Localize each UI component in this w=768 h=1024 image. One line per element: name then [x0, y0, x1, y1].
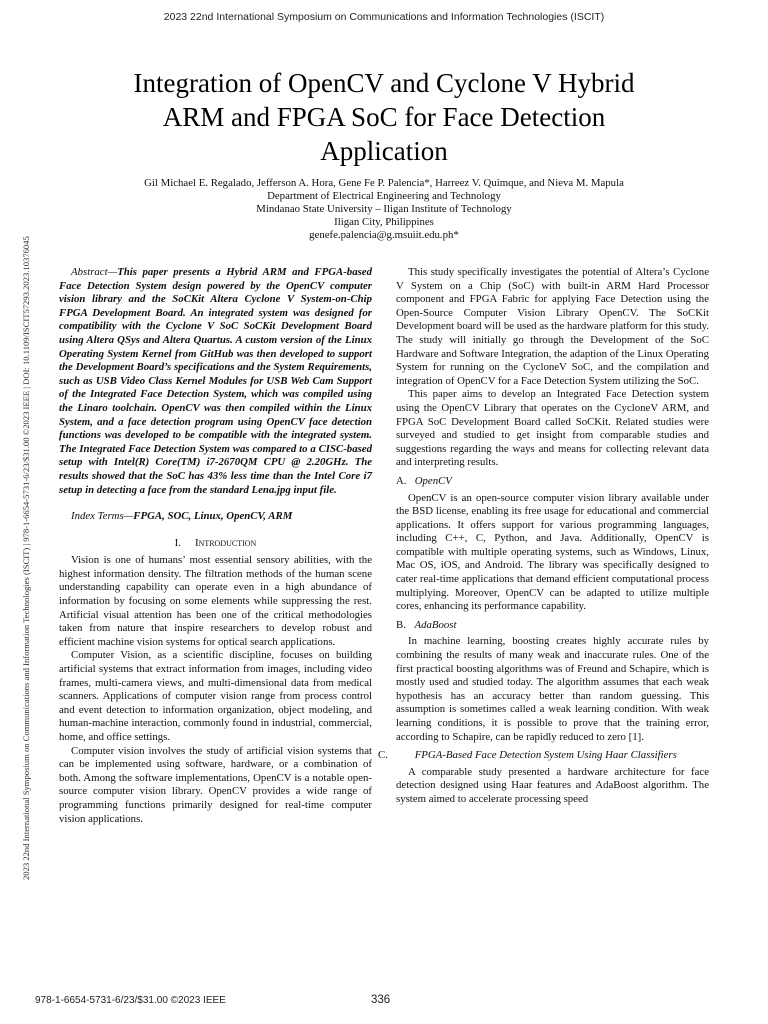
- author-names: Gil Michael E. Regalado, Jefferson A. Hora, Gene Fe P. Palencia*, Harreez V. Quimque, and Nieva M. Mapula: [144, 177, 624, 189]
- title-line-3: Application: [320, 136, 448, 166]
- subsection-heading-adaboost: [396, 619, 709, 633]
- author-block: [40, 177, 728, 242]
- subsection-letter: C.: [378, 749, 388, 762]
- subsection-title: FPGA-Based Face Detection System Using Haar Classifiers: [414, 749, 677, 762]
- author-email[interactable]: genefe.palencia@g.msuiit.edu.ph*: [309, 229, 459, 241]
- abstract-label: Abstract—: [71, 266, 118, 278]
- section-heading-introduction: [59, 537, 372, 551]
- section-title: Introduction: [194, 536, 257, 549]
- intro-paragraph-1: Vision is one of humans’ most essential sensory abilities, with the highest information density. The filtration methods of the human scene understanding capability can operate even in a high abundance of information by focusing on some elements while suppressing the rest. Artificial visual attention has been one of the critical methodologies taken from nature that inspire researchers to develop robust and efficient machine vision systems for optical search applications.: [59, 554, 372, 648]
- footer-isbn: 978-1-6654-5731-6/23/$31.00 ©2023 IEEE: [35, 995, 226, 1006]
- subsection-heading-opencv: [396, 475, 709, 489]
- abstract-text: This paper presents a Hybrid ARM and FPGA-based Face Detection System design powered by the OpenCV computer vision library and the SoCKit Altera Cyclone V System-on-Chip FPGA Development Board. An integrated system was designed for compatibility with the Cyclone V SoC SoCKit Development Board using Altera QSys and Altera Quartus. A custom version of the Linux Operating System Kernel from GitHub was then developed to support the Development Board’s specifications and the System Requirements, such as USB Video Class Kernel Modules for USB Web Cam Support of the Integrated Face Detection System, which was compiled using the Linaro toolchain. OpenCV was then compiled within the Linux System, and a face detection program using OpenCV face detection functions was developed to be compatible with the integrated system. The Integrated Face Detection System was compared to a CISC-based setup with Intel(R) Core(TM) i7-2670QM CPU @ 2.20GHz. The results showed that the SoC has 43% less time than the Intel Core i7 setup in detecting a face from the standard Lena.jpg input file.: [59, 266, 372, 496]
- right-paragraph-2: This paper aims to develop an Integrated Face Detection system using the OpenCV Library that operates on the CycloneV ARM, and FPGA SoC Development Board called SoCKit. Related studies were surveyed and studied to get insight from comparable studies and suggestions regarding the ways and means for collecting relevant data and interpreting results.: [396, 388, 709, 469]
- subsection-letter: B.: [396, 618, 406, 631]
- opencv-paragraph: OpenCV is an open-source computer vision library available under the BSD license, enabling its free usage for educational and commercial applications. It offers support for various programming languages, including C++, C, Python, and Java. Additionally, OpenCV is compatible with multiple operating systems, such as Windows, Linux, Mac OS, iOS, and Android. The library was specifically designed to cater real-time applications that demand efficient computational process multiplying. Moreover, OpenCV can be adapted to utilize multiple cores, enhancing its performance capability.: [396, 491, 709, 613]
- index-terms-label: Index Terms—: [71, 510, 134, 523]
- intro-paragraph-2: Computer Vision, as a scientific discipline, focuses on building artificial systems that extract information from images, including video frames, multi-camera views, and multi-dimensional data from medical scanners. Applications of computer vision range from process control and event detection to information organization, object modeling, and human-machine interaction, commonly found in industrial, commercial, home, and office settings.: [59, 649, 372, 743]
- index-terms: [59, 510, 372, 524]
- subsection-title: AdaBoost: [414, 618, 457, 631]
- abstract: [59, 266, 372, 497]
- page-number: 336: [371, 994, 391, 1006]
- section-number: I.: [174, 536, 181, 549]
- right-paragraph-1: This study specifically investigates the potential of Altera’s Cyclone V System on a Chip (SoC) with built-in ARM Hard Processor component and FPGA Fabric for applying Face Detection using the Open-Source Computer Vision Library OpenCV. The SoCKit Development board will be used as the hardware platform for this study. The study will initially go through the Development of the SoC Hardware and Software Integration, the adaption of the Linux Operating System for running on the CycloneV SoC, and the compilation and integration of OpenCV for a Face Detection System utilizing the SoC.: [396, 266, 709, 387]
- author-university: Mindanao State University – Iligan Institute of Technology: [256, 203, 512, 215]
- author-city: Iligan City, Philippines: [334, 216, 434, 228]
- intro-paragraph-3: Computer vision involves the study of artificial vision systems that can be implemented using software, hardware, or a combination of both. Among the software implementations, OpenCV is a notable open-source computer vision library. OpenCV provides a wide range of programming functions primarily designed for real-time computer vision applications.: [59, 744, 372, 825]
- subsection-title: OpenCV: [414, 474, 452, 487]
- title-line-2: ARM and FPGA SoC for Face Detection: [162, 102, 606, 132]
- author-department: Department of Electrical Engineering and Technology: [267, 190, 501, 202]
- paper-title: [40, 66, 728, 168]
- index-terms-text: FPGA, SOC, Linux, OpenCV, ARM: [133, 510, 293, 523]
- left-column: [59, 266, 372, 826]
- doi-side-note: 2023 22nd International Symposium on Communications and Information Technologies (ISCIT) | 978-1-6654-5731-6/23/$31.00 ©2023 IEEE | DOI: 10.1109/ISCIT57293.2023.10376045: [21, 236, 31, 880]
- adaboost-paragraph: In machine learning, boosting creates highly accurate rules by combining the results of many weak and inaccurate rules. One of the first practical boosting algorithms was of Freund and Schapire, which is mostly used and studied today. The algorithm assumes that each weak hypothesis has an accuracy better than random guessing. This assumption is sometimes called a weak learning condition. With weak learning conditions, it is possible to prove that the training error, according to Schapire, can be rapidly reduced to zero [1].: [396, 635, 709, 743]
- conference-header: 2023 22nd International Symposium on Communications and Information Technologies (ISCIT): [163, 11, 605, 23]
- title-line-1: Integration of OpenCV and Cyclone V Hybrid: [133, 68, 635, 98]
- right-column: [378, 266, 709, 807]
- fpga-paragraph: A comparable study presented a hardware architecture for face detection designed using Haar features and AdaBoost algorithm. The system aimed to accelerate processing speed: [396, 765, 709, 805]
- subsection-heading-fpga: [378, 749, 709, 763]
- subsection-letter: A.: [396, 474, 407, 487]
